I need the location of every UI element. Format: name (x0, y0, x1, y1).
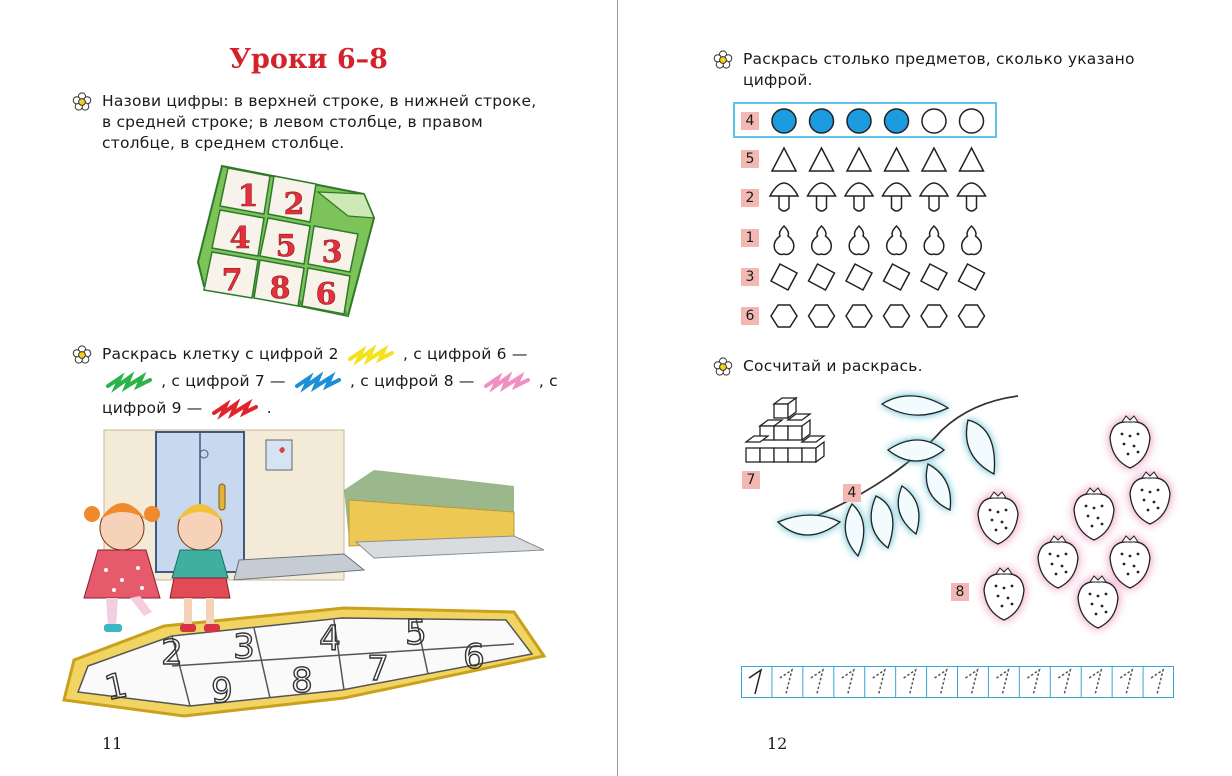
task-text: Раскрась столько предметов, сколько указано цифрой. (743, 50, 1135, 89)
task2-text-c: , с цифрой 7 — (161, 372, 286, 390)
page-number-right: 12 (767, 734, 788, 753)
hexagon-shape (846, 305, 872, 327)
mushroom-shape (958, 183, 986, 211)
row-count-label: 1 (741, 229, 759, 247)
task2-text-b: , с цифрой 6 — (402, 345, 528, 363)
hexagon-shape (771, 305, 797, 327)
pear-shape (924, 226, 944, 255)
flower-icon (713, 50, 733, 70)
task2-text-d: , с цифрой 8 — (350, 372, 475, 390)
strawberries-count-label: 8 (951, 583, 969, 601)
red-swatch (212, 401, 258, 417)
shape-rows (770, 104, 996, 336)
hexagon-shape (809, 305, 835, 327)
strawberries (970, 410, 1170, 630)
hopscotch-digit: 8 (291, 661, 313, 701)
pear-shape (849, 226, 869, 255)
number-tile-board (198, 158, 378, 318)
tile-digit: 2 (283, 187, 305, 222)
page-divider (617, 0, 618, 776)
hexagon-shape (884, 305, 910, 327)
row-count-label: 6 (741, 307, 759, 325)
triangle-shape (960, 148, 984, 171)
triangle-shape (922, 148, 946, 171)
triangle-shape (885, 148, 909, 171)
handwriting-practice-grid (741, 666, 1174, 698)
flower-icon (72, 92, 92, 112)
mushroom-shape (920, 183, 948, 211)
page-number-left: 11 (102, 734, 123, 753)
blue-swatch (295, 374, 341, 390)
mushroom-shape (770, 183, 798, 211)
task-count-and-color (743, 356, 1043, 377)
tile-digit: 6 (315, 277, 337, 312)
circle-shape (960, 109, 984, 133)
tile-digit: 5 (275, 229, 297, 264)
yellow-swatch (348, 347, 394, 363)
circle-shape (810, 109, 834, 133)
circle-shape (772, 109, 796, 133)
task-text: Сосчитай и раскрась. (743, 357, 923, 375)
tile-digit: 8 (269, 271, 291, 306)
tile-digit: 3 (321, 235, 343, 270)
cubes-count-label: 7 (742, 471, 760, 489)
green-swatch (106, 374, 152, 390)
task-color-cells (102, 341, 558, 422)
hopscotch-digit: 9 (211, 671, 233, 711)
hexagon-shape (921, 305, 947, 327)
circle-shape (847, 109, 871, 133)
diamond-shape (959, 264, 985, 290)
task2-text-e: , с цифрой 9 — (102, 372, 558, 417)
row-count-label: 2 (741, 189, 759, 207)
diamond-shape (846, 264, 872, 290)
mushroom-shape (845, 183, 873, 211)
row-count-label: 4 (741, 112, 759, 130)
pear-shape (774, 226, 794, 255)
hopscotch-digit: 1 (101, 665, 131, 709)
leaves-count-label: 4 (843, 484, 861, 502)
hopscotch-digit: 2 (161, 633, 183, 673)
tile-digit: 1 (237, 179, 259, 214)
diamond-shape (771, 264, 797, 290)
hopscotch-digit: 6 (463, 637, 485, 677)
lesson-title: Уроки 6–8 (229, 44, 388, 75)
flower-icon (713, 357, 733, 377)
flower-icon (72, 345, 92, 365)
mushroom-shape (808, 183, 836, 211)
pear-shape (887, 226, 907, 255)
diamond-shape (921, 264, 947, 290)
pink-swatch (484, 374, 530, 390)
tile-digit: 4 (229, 221, 251, 256)
circle-shape (885, 109, 909, 133)
triangle-shape (772, 148, 796, 171)
pear-shape (962, 226, 982, 255)
hopscotch-digit: 4 (319, 619, 341, 659)
hopscotch-digit: 3 (233, 627, 255, 667)
triangle-shape (810, 148, 834, 171)
hopscotch-digit: 7 (367, 649, 389, 689)
diamond-shape (884, 264, 910, 290)
row-count-label: 3 (741, 268, 759, 286)
pear-shape (812, 226, 832, 255)
hexagon-shape (959, 305, 985, 327)
task-text: Назови цифры: в верхней строке, в нижней строке, в средней строке; в левом столбце, в правом столбце, в среднем столбце. (102, 92, 537, 152)
mushroom-shape (883, 183, 911, 211)
task-name-digits (102, 91, 550, 154)
triangle-shape (847, 148, 871, 171)
task-color-count (743, 49, 1193, 91)
row-count-label: 5 (741, 150, 759, 168)
tile-digit: 7 (221, 263, 243, 298)
hopscotch-illustration (44, 430, 564, 720)
circle-shape (922, 109, 946, 133)
task2-text-f: . (266, 399, 272, 417)
diamond-shape (809, 264, 835, 290)
task2-text-a: Раскрась клетку с цифрой 2 (102, 345, 339, 363)
hopscotch-digit: 5 (405, 613, 427, 653)
